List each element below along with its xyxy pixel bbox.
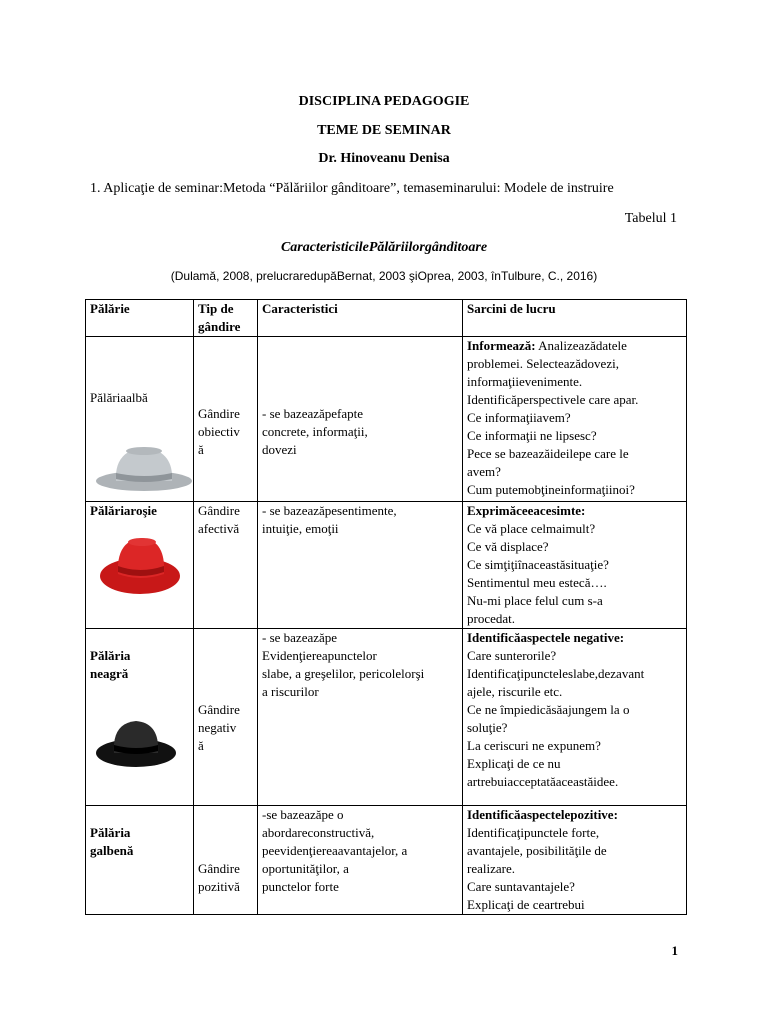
- header-cell: Pălărie: [86, 300, 194, 337]
- tasks: Informează: Analizeazădatele problemei. Selecteazădovezi, informaţiievenimente. Identificăperspectivele care apar. Ce informaţiiavem? Ce informaţii ne lipsesc? Pece se bazeazăideilepe care le avem? Cum putemobţineinformaţiinoi?: [467, 338, 639, 497]
- hat-name: Pălăriaroşie: [90, 503, 157, 518]
- thinking-type: Gândire pozitivă: [198, 861, 240, 894]
- page-number: 1: [671, 943, 678, 958]
- tasks: Identificăaspectele negative: Care sunterorile? Identificaţipunctelеslabe,dezavant ajele, riscurile etc. Ce ne împiedicăsăajungem la o soluţie? La ceriscuri ne expunem? Explicaţi de ce nu artrebuiacceptatăaceastăidee.: [467, 630, 645, 789]
- hat-name: Pălăria neagră: [90, 648, 131, 681]
- thinking-type: Gândire negativ ă: [198, 702, 240, 753]
- hats-table: [85, 299, 687, 915]
- header-cell: Tip de gândire: [194, 300, 258, 337]
- table-caption: CaracteristicilePălăriilorgânditoare: [280, 240, 488, 255]
- doc-title: DISCIPLINA PEDAGOGIE: [298, 94, 470, 109]
- thinking-type: Gândire obiectiv ă: [198, 406, 240, 457]
- hat-name: Pălăriaalbă: [90, 390, 148, 405]
- tasks: Exprimăceeacesimte: Ce vă place celmaimult? Ce vă displace? Ce simţiţiînaceastăsituaţie? Sentimentul meu estecă…. Nu-mi place felul cum s-a procedat.: [467, 503, 609, 626]
- tasks: Identificăaspectelepozitive: Identificaţipunctele forte, avantajele, posibilităţile de realizare. Care suntavantajele? Explicaţi de ceartrebui: [467, 807, 618, 912]
- table-label: Tabelul 1: [624, 211, 677, 226]
- table-row: [86, 806, 687, 915]
- table-row: [86, 337, 687, 502]
- header-cell: Caracteristici: [258, 300, 463, 337]
- hat-name: Pălăria galbenă: [90, 825, 134, 858]
- black-hat-icon: [94, 713, 178, 771]
- white-hat-icon: [94, 437, 194, 501]
- table-source: (Dulamă, 2008, prelucraredupăBernat, 2003 şiOprea, 2003, înTulbure, C., 2016): [170, 269, 598, 283]
- intro-paragraph: 1. Aplicaţie de seminar:Metoda “Pălăriilor gânditoare”, temaseminarului: Modele de instruire: [90, 181, 614, 196]
- characteristics: -se bazeazăpe o abordareconstructivă, peevidenţiereaavantajelor, a oportunităţilor, a punctelor forte: [262, 807, 408, 894]
- table-row: [86, 629, 687, 806]
- table-header-row: [86, 300, 687, 337]
- red-hat-icon: [98, 530, 182, 602]
- table-row: [86, 502, 687, 629]
- thinking-type: Gândire afectivă: [198, 503, 240, 536]
- characteristics: - se bazeazăpesentimente, intuiţie, emoţii: [262, 503, 397, 536]
- characteristics: - se bazeazăpe Evidenţiereapunctelor slabe, a greşelilor, pericolelorşi a riscurilor: [262, 630, 425, 699]
- doc-author: Dr. Hinoveanu Denisa: [318, 151, 450, 166]
- characteristics: - se bazeazăpefapte concrete, informaţii, dovezi: [262, 406, 368, 457]
- doc-subtitle: TEME DE SEMINAR: [317, 123, 451, 138]
- header-cell: Sarcini de lucru: [463, 300, 687, 337]
